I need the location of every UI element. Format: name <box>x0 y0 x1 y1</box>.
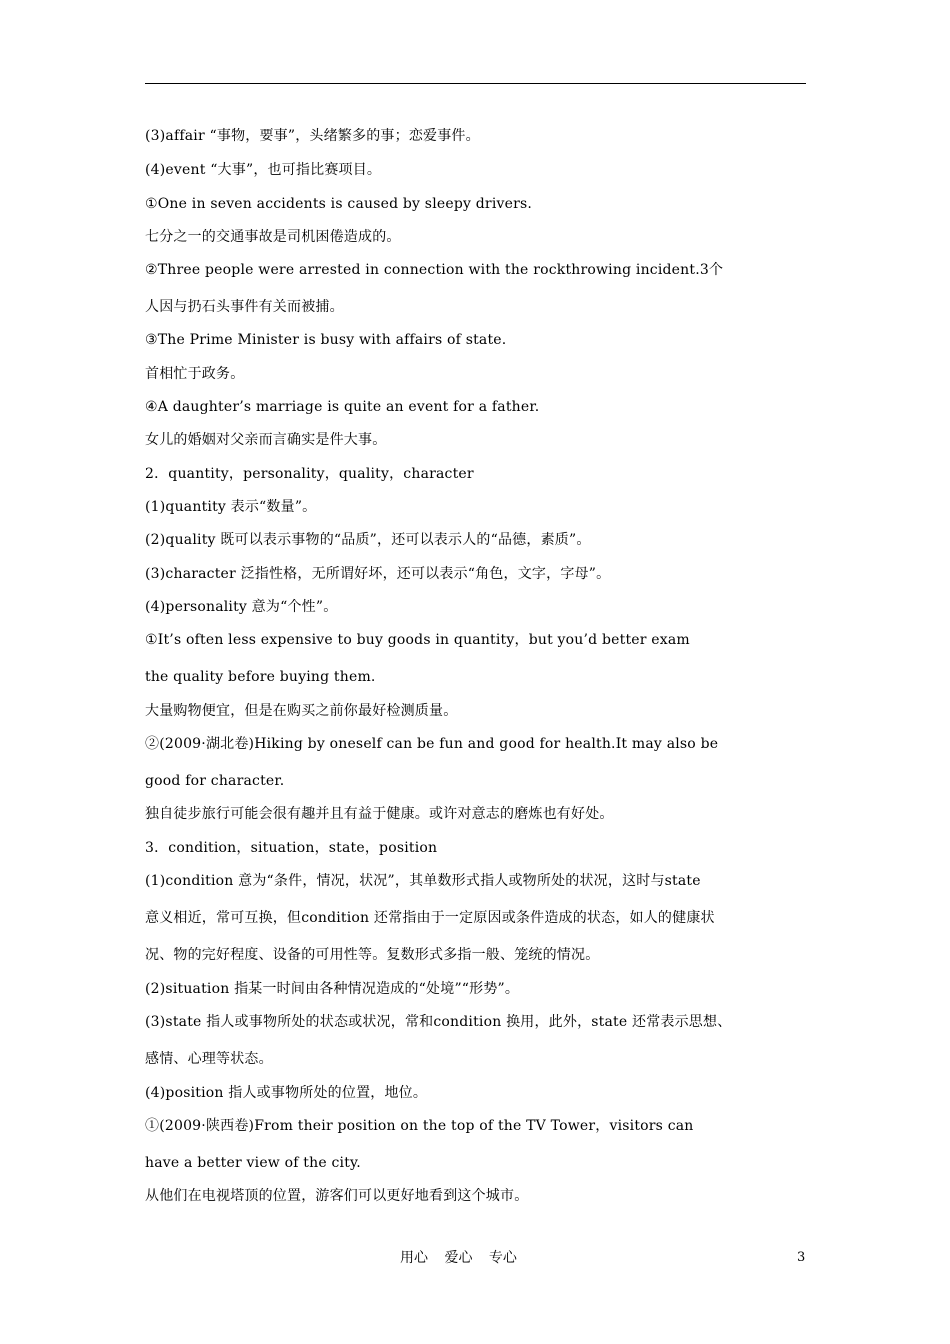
text-line: 独自徒步旅行可能会很有趣并且有益于健康。或许对意志的磨炼也有好处。 <box>145 806 614 822</box>
text-line: 从他们在电视塔顶的位置，游客们可以更好地看到这个城市。 <box>145 1188 529 1204</box>
text-line: ①(2009·陕西卷)From their position on the top of the TV Tower，visitors can <box>145 1118 694 1134</box>
text-line: 意义相近，常可互换，但condition 还常指由于一定原因或条件造成的状态，如人的健康状 <box>145 910 715 926</box>
text-line: (3)character 泛指性格，无所谓好坏，还可以表示“角色，文字，字母”。 <box>145 566 611 582</box>
text-line: have a better view of the city. <box>145 1155 361 1171</box>
text-line: ①One in seven accidents is caused by sleepy drivers. <box>145 196 533 212</box>
text-line: ④A daughter’s marriage is quite an event for a father. <box>145 399 540 415</box>
text-line: ②(2009·湖北卷)Hiking by oneself can be fun and good for health.It may also be <box>145 736 719 752</box>
footer-motto: 用心 爱心 专心 <box>400 1250 517 1266</box>
text-line: ③The Prime Minister is busy with affairs of state. <box>145 332 507 348</box>
text-line: (3)affair “事物，要事”，头绪繁多的事；恋爱事件。 <box>145 128 480 144</box>
page-number: 3 <box>797 1250 806 1265</box>
text-line: (3)state 指人或事物所处的状态或状况，常和condition 换用，此外，state 还常表示思想、 <box>145 1014 732 1030</box>
text-line: (1)condition 意为“条件，情况，状况”，其单数形式指人或物所处的状况，这时与state <box>145 873 701 889</box>
text-line: (1)quantity 表示“数量”。 <box>145 499 317 515</box>
text-line: 感情、心理等状态。 <box>145 1051 273 1067</box>
text-line: ②Three people were arrested in connection with the rockthrowing incident.3个 <box>145 262 724 278</box>
text-line: 女儿的婚姻对父亲而言确实是件大事。 <box>145 432 387 448</box>
text-line: 人因与扔石头事件有关而被捕。 <box>145 299 344 315</box>
text-line: 七分之一的交通事故是司机困倦造成的。 <box>145 229 401 245</box>
text-line: (2)quality 既可以表示事物的“品质”，还可以表示人的“品德，素质”。 <box>145 532 591 548</box>
text-line: 况、物的完好程度、设备的可用性等。复数形式多指一般、笼统的情况。 <box>145 947 600 963</box>
text-line: ①It’s often less expensive to buy goods in quantity，but you’d better exam <box>145 632 690 648</box>
text-line: good for character. <box>145 773 285 789</box>
section-heading: 2．quantity，personality，quality，character <box>145 466 474 482</box>
text-line: the quality before buying them. <box>145 669 376 685</box>
header-rule <box>145 83 806 84</box>
text-line: (4)event “大事”，也可指比赛项目。 <box>145 162 382 178</box>
text-line: (4)personality 意为“个性”。 <box>145 599 338 615</box>
text-line: 首相忙于政务。 <box>145 366 245 382</box>
text-line: 大量购物便宜，但是在购买之前你最好检测质量。 <box>145 703 458 719</box>
section-heading: 3．condition，situation，state，position <box>145 840 438 856</box>
text-line: (2)situation 指某一时间由各种情况造成的“处境”“形势”。 <box>145 981 520 997</box>
text-line: (4)position 指人或事物所处的位置，地位。 <box>145 1085 428 1101</box>
